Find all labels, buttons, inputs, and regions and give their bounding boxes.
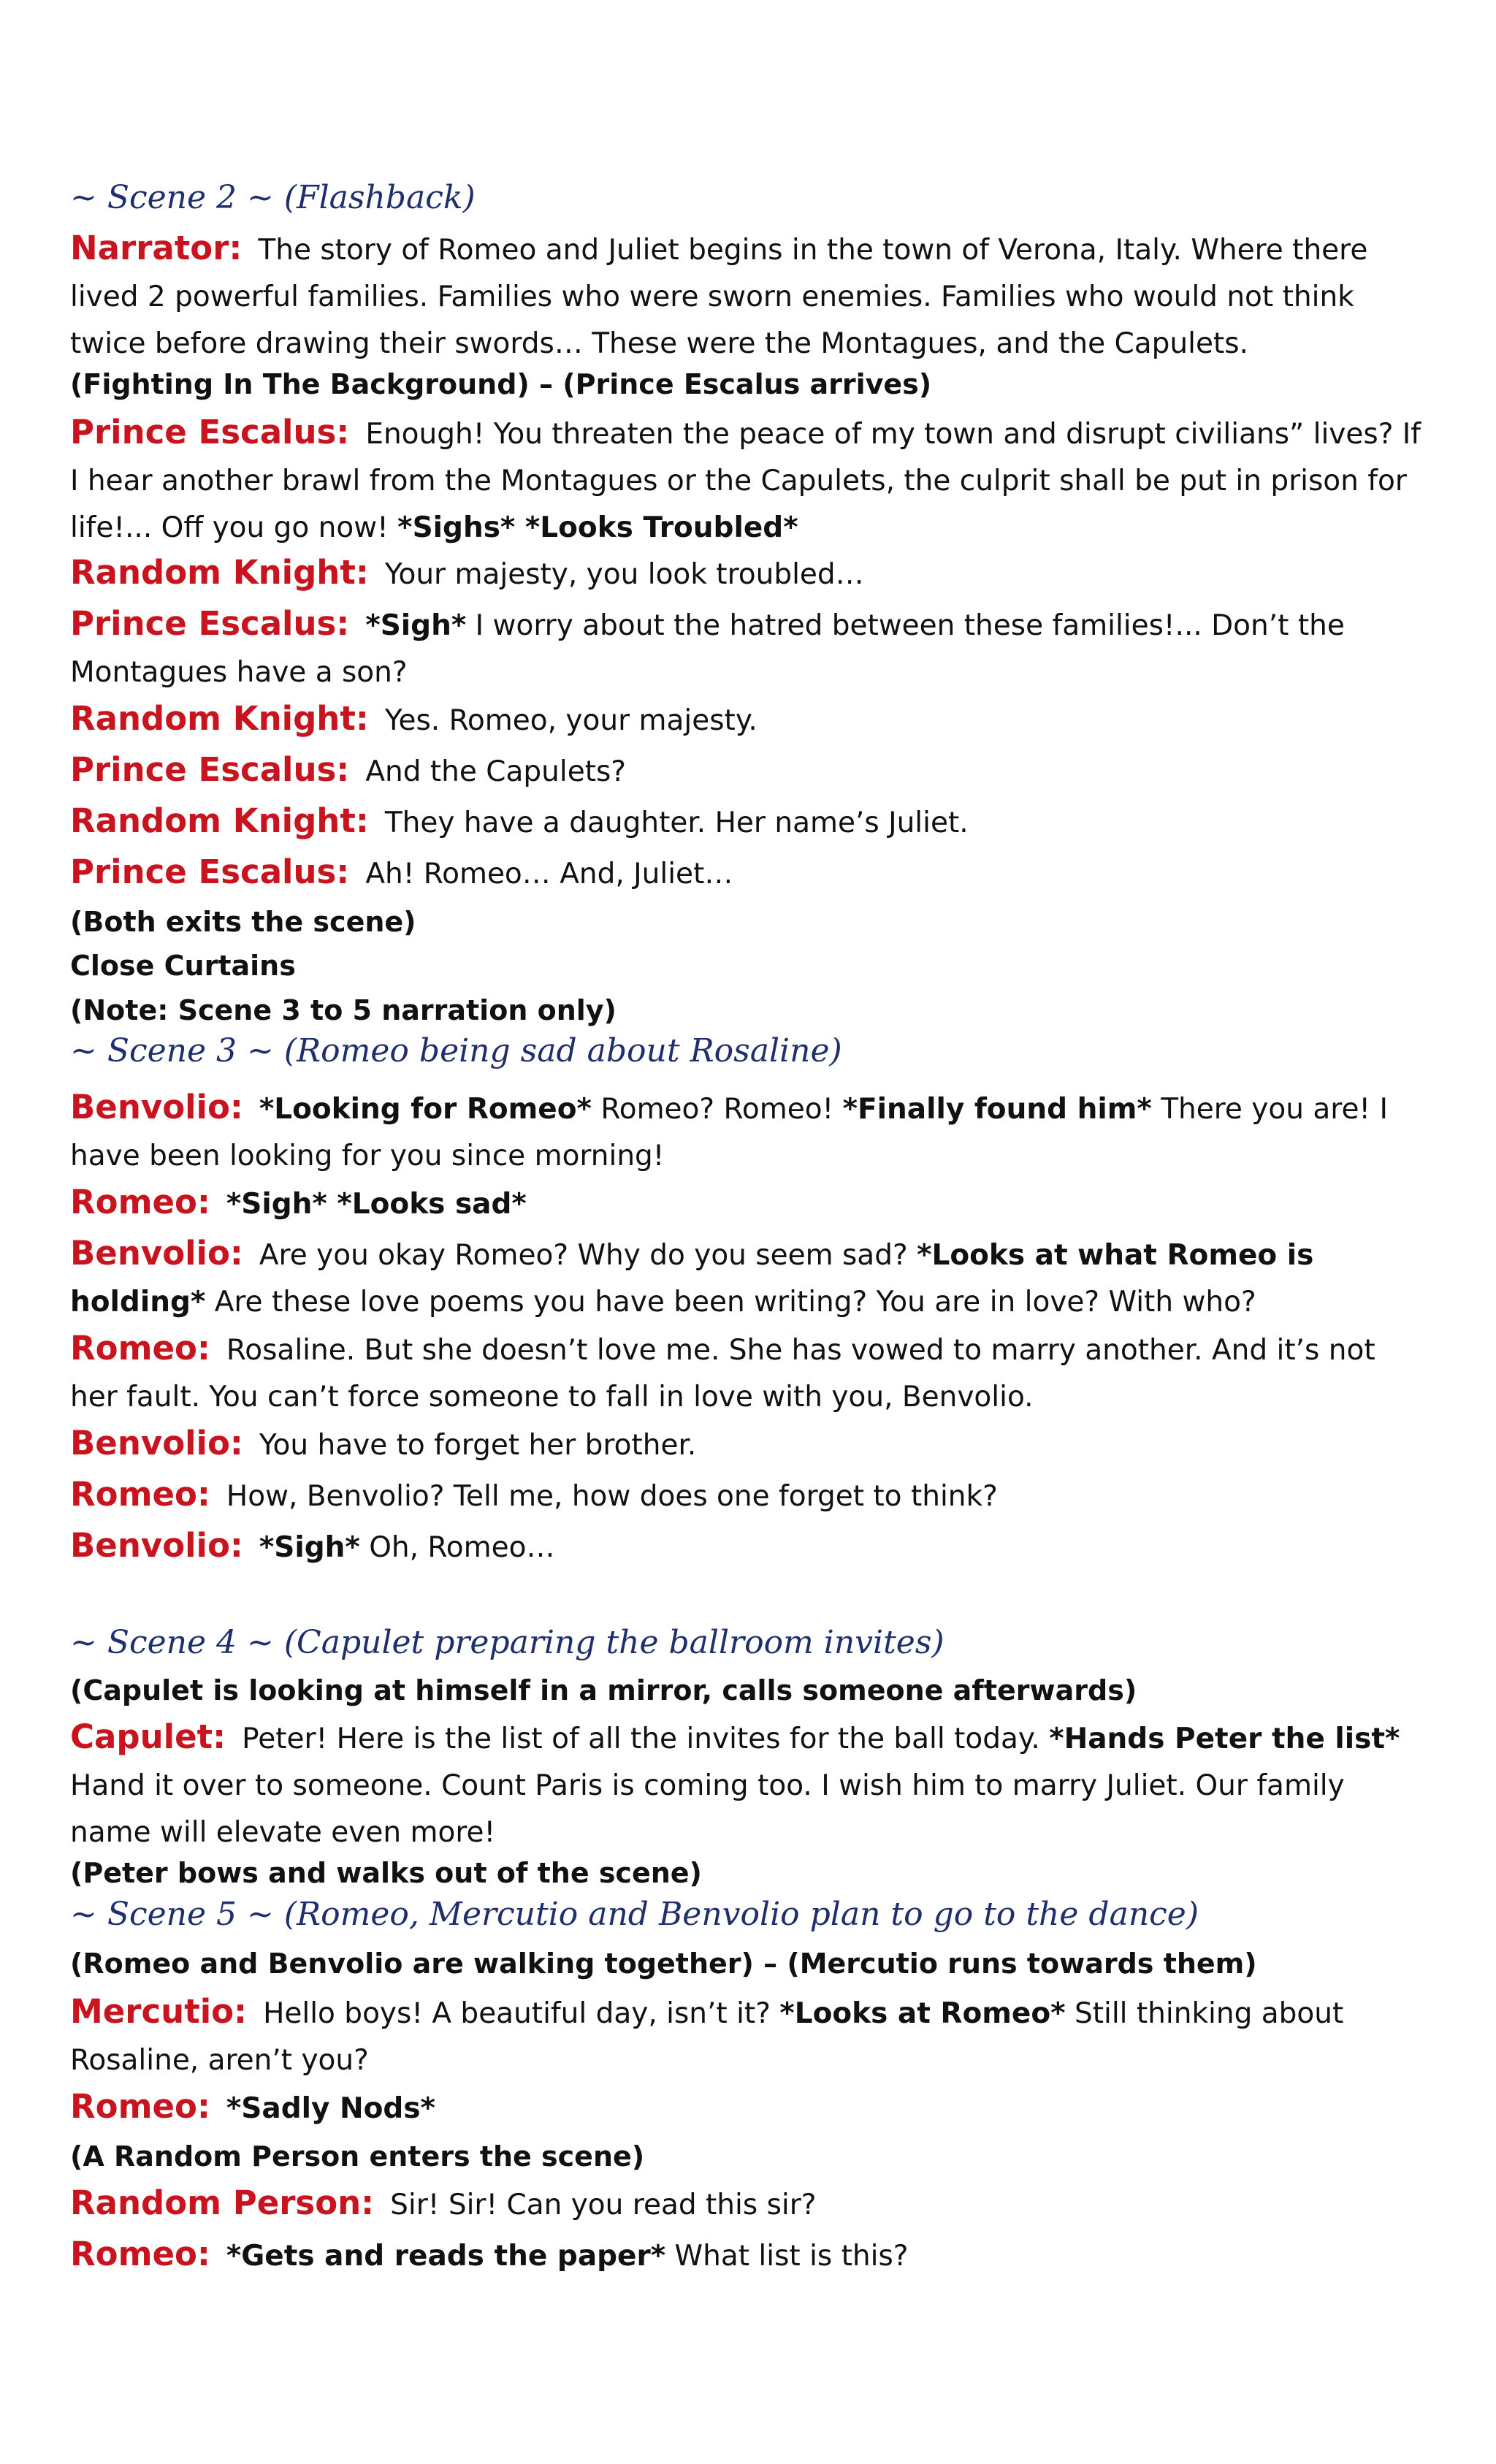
speaker-name: Benvolio: — [70, 1424, 243, 1462]
action-direction: *Sigh* — [365, 609, 467, 642]
dialogue-text: Ah! Romeo… And, Juliet… — [365, 858, 733, 890]
romeo-line — [70, 1325, 1429, 1421]
benvolio-line — [70, 1084, 1429, 1180]
dialogue-text: You have to forget her brother. — [259, 1429, 697, 1462]
speaker-name: Benvolio: — [70, 1234, 243, 1273]
speaker-name: Random Knight: — [70, 801, 369, 840]
stage-direction: (Fighting In The Background) – (Prince Escalus arrives) — [70, 368, 932, 400]
speaker-name: Random Knight: — [70, 699, 369, 738]
speaker-name: Romeo: — [70, 2087, 210, 2126]
dialogue-text: Oh, Romeo… — [369, 1531, 555, 1564]
stage-note: (Note: Scene 3 to 5 narration only) — [70, 994, 617, 1026]
speaker-name: Prince Escalus: — [70, 750, 350, 789]
prince-escalus-line — [70, 600, 1429, 696]
benvolio-line — [70, 1420, 1429, 1469]
dialogue-text: Peter! Here is the list of all the invites for the ball today. — [242, 1723, 1040, 1755]
stage-direction: (Peter bows and walks out of the scene) — [70, 1857, 702, 1889]
scene-5-heading: ~ Scene 5 ~ (Romeo, Mercutio and Benvolio plan to go to the dance) — [70, 1896, 1199, 1933]
speaker-name: Prince Escalus: — [70, 853, 350, 891]
dialogue-text: Enough! You threaten the peace of my town and disrupt civilians” lives? If I hear another brawl from the Montagues or the Capulets, the culprit shall be put in prison for life!... Off you go now! — [70, 418, 1421, 544]
romeo-line — [70, 2083, 1429, 2132]
prince-escalus-line — [70, 409, 1429, 552]
speaker-name: Prince Escalus: — [70, 413, 350, 451]
action-direction: *Sadly Nods* — [226, 2092, 435, 2125]
speaker-name: Romeo: — [70, 1329, 210, 1368]
speaker-name: Romeo: — [70, 2235, 210, 2273]
stage-direction: (A Random Person enters the scene) — [70, 2140, 645, 2173]
scene-3-heading: ~ Scene 3 ~ (Romeo being sad about Rosaline) — [70, 1032, 842, 1069]
random-person-line — [70, 2180, 1429, 2229]
dialogue-text: Still thinking about Rosaline, aren’t you? — [70, 1997, 1344, 2077]
action-direction: *Looking for Romeo* — [259, 1093, 592, 1126]
prince-escalus-line — [70, 747, 1429, 796]
action-direction: *Sigh* — [259, 1531, 360, 1564]
dialogue-text: Are these love poems you have been writing? You are in love? With who? — [214, 1286, 1256, 1319]
romeo-line — [70, 2231, 1429, 2280]
speaker-name: Capulet: — [70, 1717, 226, 1756]
action-direction: *Finally found him* — [842, 1093, 1152, 1126]
dialogue-text: Rosaline. But she doesn’t love me. She has vowed to marry another. And it’s not her fault. You can’t force someone to fall in love with you, Benvolio. — [70, 1334, 1375, 1414]
dialogue-text: Hand it over to someone. Count Paris is coming too. I wish him to marry Juliet. Our family name will elevate even more! — [70, 1769, 1345, 1849]
scene-4-heading: ~ Scene 4 ~ (Capulet preparing the ballroom invites) — [70, 1624, 944, 1661]
capulet-line — [70, 1714, 1429, 1856]
romeo-line — [70, 1179, 1429, 1228]
dialogue-text: Romeo? Romeo! — [600, 1093, 834, 1126]
narrator-line — [70, 225, 1429, 367]
action-direction: *Hands Peter the list* — [1049, 1723, 1400, 1755]
dialogue-text: I worry about the hatred between these families!... Don’t the Montagues have a son? — [70, 609, 1345, 689]
stage-direction: (Capulet is looking at himself in a mirror, calls someone afterwards) — [70, 1674, 1137, 1706]
dialogue-text: How, Benvolio? Tell me, how does one forget to think? — [226, 1480, 998, 1513]
benvolio-line — [70, 1522, 1429, 1571]
dialogue-text: What list is this? — [674, 2240, 909, 2273]
random-knight-line — [70, 798, 1429, 847]
speaker-name: Benvolio: — [70, 1526, 243, 1565]
dialogue-text: They have a daughter. Her name’s Juliet. — [384, 806, 969, 839]
romeo-line — [70, 1471, 1429, 1520]
action-direction: *Sigh* *Looks sad* — [226, 1188, 527, 1221]
stage-direction: Close Curtains — [70, 950, 296, 982]
dialogue-text: And the Capulets? — [365, 755, 627, 788]
speaker-name: Benvolio: — [70, 1088, 243, 1126]
stage-direction: (Both exits the scene) — [70, 906, 416, 938]
speaker-name: Romeo: — [70, 1475, 210, 1514]
speaker-name: Random Knight: — [70, 553, 369, 592]
dialogue-text: Your majesty, you look troubled… — [384, 558, 864, 591]
dialogue-text: The story of Romeo and Juliet begins in the town of Verona, Italy. Where there lived 2 powerful families. Families who were sworn enemies. Families who would not think twice before drawing their swords… These were the Montagues, and the Capulets. — [70, 234, 1368, 360]
action-direction: *Looks at Romeo* — [779, 1997, 1066, 2030]
speaker-name: Romeo: — [70, 1183, 210, 1221]
scene-2-heading: ~ Scene 2 ~ (Flashback) — [70, 179, 476, 216]
random-knight-line — [70, 695, 1429, 744]
action-direction: *Gets and reads the paper* — [226, 2240, 666, 2273]
action-direction: *Looks at what Romeo is holding* — [70, 1239, 1314, 1319]
action-direction: *Sighs* *Looks Troubled* — [397, 511, 798, 544]
speaker-name: Mercutio: — [70, 1992, 248, 2031]
random-knight-line — [70, 549, 1429, 598]
prince-escalus-line — [70, 849, 1429, 898]
benvolio-line — [70, 1230, 1429, 1326]
dialogue-text: There you are! I have been looking for you since morning! — [70, 1093, 1388, 1172]
speaker-name: Narrator: — [70, 229, 243, 267]
dialogue-text: Yes. Romeo, your majesty. — [384, 704, 757, 737]
speaker-name: Prince Escalus: — [70, 604, 350, 643]
dialogue-text: Sir! Sir! Can you read this sir? — [390, 2189, 817, 2221]
mercutio-line — [70, 1988, 1429, 2084]
stage-direction: (Romeo and Benvolio are walking together) – (Mercutio runs towards them) — [70, 1948, 1257, 1980]
dialogue-text: Hello boys! A beautiful day, isn’t it? — [263, 1997, 771, 2030]
speaker-name: Random Person: — [70, 2183, 375, 2222]
dialogue-text: Are you okay Romeo? Why do you seem sad? — [259, 1239, 908, 1272]
